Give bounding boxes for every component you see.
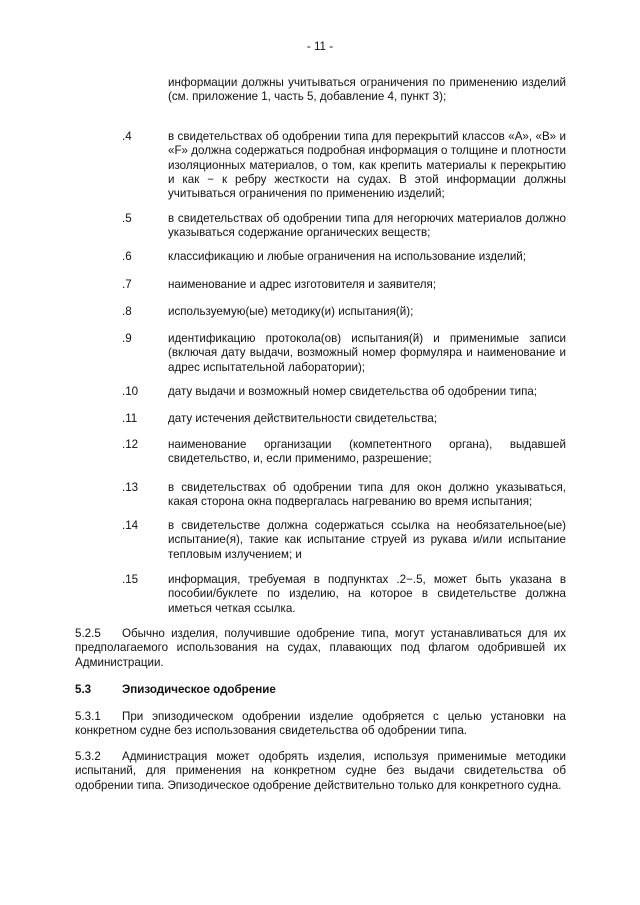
- section-title: Эпизодическое одобрение: [122, 683, 276, 696]
- list-item-number: .6: [122, 250, 132, 263]
- list-item-text: используемую(ые) методику(и) испытания(й);: [168, 305, 414, 318]
- list-item-number: .10: [122, 385, 139, 398]
- paragraph-text: При эпизодическом одобрении изделие одобряется с целью установки на конкретном судне без использования свидетельства об одобрении типа.: [75, 710, 566, 738]
- list-item-text: в свидетельстве должна содержаться ссылка на необязательное(ые) испытание(я), такие как испытание струей из рукава и/или испытание тепловым излучением; и: [168, 519, 566, 561]
- paragraph-number: 5.2.5: [75, 627, 101, 640]
- list-item-number: .11: [122, 412, 138, 425]
- paragraph-text: Администрация может одобрять изделия, используя применимые методики испытаний, для применения на конкретном судне без выдачи свидетельства об одобрении типа. Эпизодическое одобрение действительно только для конкретного судна.: [75, 750, 566, 792]
- list-item-text: дату выдачи и возможный номер свидетельства об одобрении типа;: [168, 385, 538, 398]
- list-item-text: идентификацию протокола(ов) испытания(й) и применимые записи (включая дату выдачи, возможный номер формуляра и наименование и адрес испытательной лаборатории);: [168, 332, 566, 374]
- list-item-text: классификацию и любые ограничения на использование изделий;: [168, 250, 527, 263]
- list-item-number: .12: [122, 438, 139, 451]
- list-item-number: .9: [122, 332, 132, 345]
- list-item-text: в свидетельствах об одобрении типа для перекрытий классов «A», «B» и «F» должна содержаться подробная информация о толщине и плотности изоляционных материалов, о том, как крепить материалы к перекрытию и как − к ребру жесткости на судах. В этой информации должны учитываться ограничения по применению изделий;: [168, 130, 566, 201]
- list-item-number: .5: [122, 212, 132, 225]
- list-item-text: наименование и адрес изготовителя и заявителя;: [168, 278, 437, 291]
- continuation-text: информации должны учитываться ограничения по применению изделий (см. приложение 1, часть 5, добавление 4, пункт 3);: [168, 76, 566, 104]
- paragraph-5-3-2: [75, 750, 566, 793]
- page-number: - 11 -: [306, 40, 334, 53]
- list-item-number: .14: [122, 519, 139, 532]
- list-item-number: .4: [122, 130, 132, 143]
- paragraph-5-3-1: [75, 710, 566, 739]
- list-item-text: дату истечения действительности свидетельства;: [168, 412, 438, 425]
- list-item-number: .13: [122, 481, 139, 494]
- list-item-number: .8: [122, 305, 132, 318]
- list-item-text: наименование организации (компетентного органа), выдавшей свидетельство, и, если применимо, разрешение;: [168, 438, 566, 466]
- paragraph-5-2-5: [75, 627, 566, 670]
- section-number: 5.3: [75, 683, 92, 696]
- paragraph-text: Обычно изделия, получившие одобрение типа, могут устанавливаться для их предполагаемого использования на судах, плавающих под флагом одобрившей их Администрации.: [75, 627, 566, 669]
- list-item-number: .7: [122, 278, 132, 291]
- paragraph-number: 5.3.1: [75, 710, 101, 723]
- list-item-number: .15: [122, 573, 139, 586]
- paragraph-number: 5.3.2: [75, 750, 101, 763]
- list-item-text: в свидетельствах об одобрении типа для окон должно указываться, какая сторона окна подвергалась нагреванию во время испытания;: [168, 481, 566, 509]
- list-item-text: информация, требуемая в подпунктах .2−.5, может быть указана в пособии/буклете по изделию, на которое в свидетельстве должна иметься четкая ссылка.: [168, 573, 566, 615]
- list-item-text: в свидетельствах об одобрении типа для негорючих материалов должно указываться содержание органических веществ;: [168, 212, 566, 240]
